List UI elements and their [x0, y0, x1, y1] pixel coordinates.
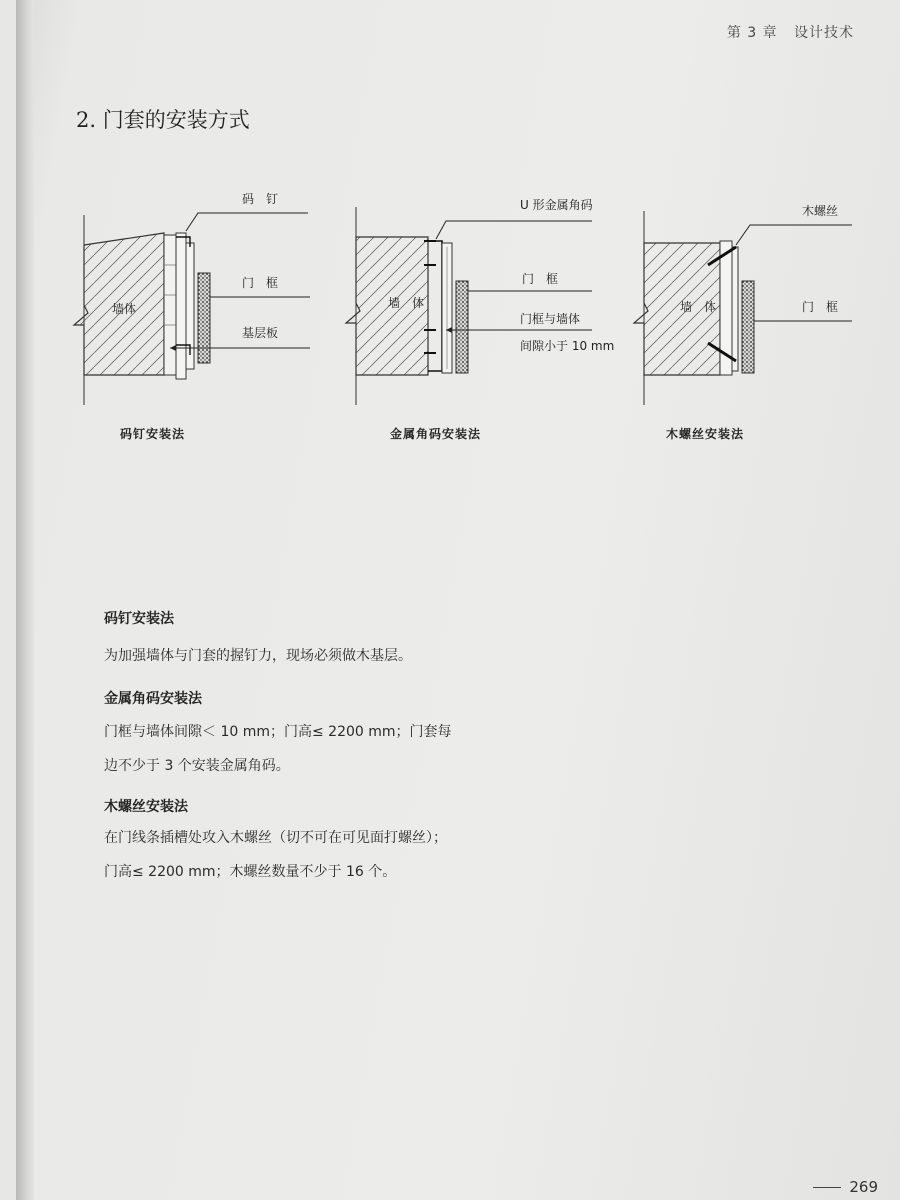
chapter-title: 设计技术 [794, 25, 854, 41]
label-gap-size: 间隙小于 10 mm [520, 339, 615, 353]
caption-wood-screw-method: 木螺丝安装法 [666, 427, 745, 441]
method-heading-metal-bracket: 金属角码安装法 [104, 691, 202, 707]
caption-metal-bracket-method: 金属角码安装法 [390, 427, 482, 441]
method-text-wood-screw-line1: 在门线条插槽处攻入木螺丝（切不可在可见面打螺丝）； [104, 830, 447, 846]
chapter-header [727, 22, 854, 42]
diagram-metal-bracket-method [342, 185, 622, 410]
caption-staple-method: 码钉安装法 [120, 427, 186, 441]
label-wall: 墙 体 [680, 300, 717, 314]
label-u-bracket: U 形金属角码 [520, 198, 593, 212]
label-wood-screw: 木螺丝 [802, 204, 839, 218]
method-text-wood-screw-line2: 门高≤ 2200 mm；木螺丝数量不少于 16 个。 [104, 864, 397, 880]
label-door-frame: 门 框 [802, 300, 839, 314]
label-door-frame: 门 框 [522, 272, 559, 286]
method-heading-wood-screw: 木螺丝安装法 [104, 799, 188, 815]
door-trim-shape [456, 281, 468, 373]
section-title: 2. 门套的安装方式 [76, 108, 250, 132]
book-page [16, 0, 900, 1200]
method-text-metal-bracket-line1: 门框与墙体间隙＜ 10 mm；门高≤ 2200 mm；门套每 [104, 724, 452, 740]
page-number [813, 1178, 878, 1196]
label-base-board: 基层板 [242, 326, 279, 340]
door-trim-shape [198, 273, 210, 363]
diagram-staple-method [66, 185, 326, 410]
label-wall: 墙 体 [388, 296, 425, 310]
method-text-staple-line1: 为加强墙体与门套的握钉力，现场必须做木基层。 [104, 648, 412, 664]
diagram-wood-screw-method [630, 185, 860, 410]
page-number-value: 269 [849, 1178, 878, 1196]
label-staple: 码 钉 [242, 192, 279, 206]
label-gap: 门框与墙体 [520, 312, 581, 326]
page-number-rule [813, 1187, 841, 1188]
method-text-metal-bracket-line2: 边不少于 3 个安装金属角码。 [104, 758, 290, 774]
label-door-frame: 门 框 [242, 276, 279, 290]
base-board-shape [164, 235, 176, 375]
door-trim-shape [742, 281, 754, 373]
method-heading-staple: 码钉安装法 [104, 611, 174, 627]
u-bracket-shape [428, 241, 442, 371]
label-wall: 墙体 [112, 302, 137, 316]
chapter-number: 第 3 章 [726, 25, 778, 41]
book-spine-shadow [16, 0, 34, 1200]
